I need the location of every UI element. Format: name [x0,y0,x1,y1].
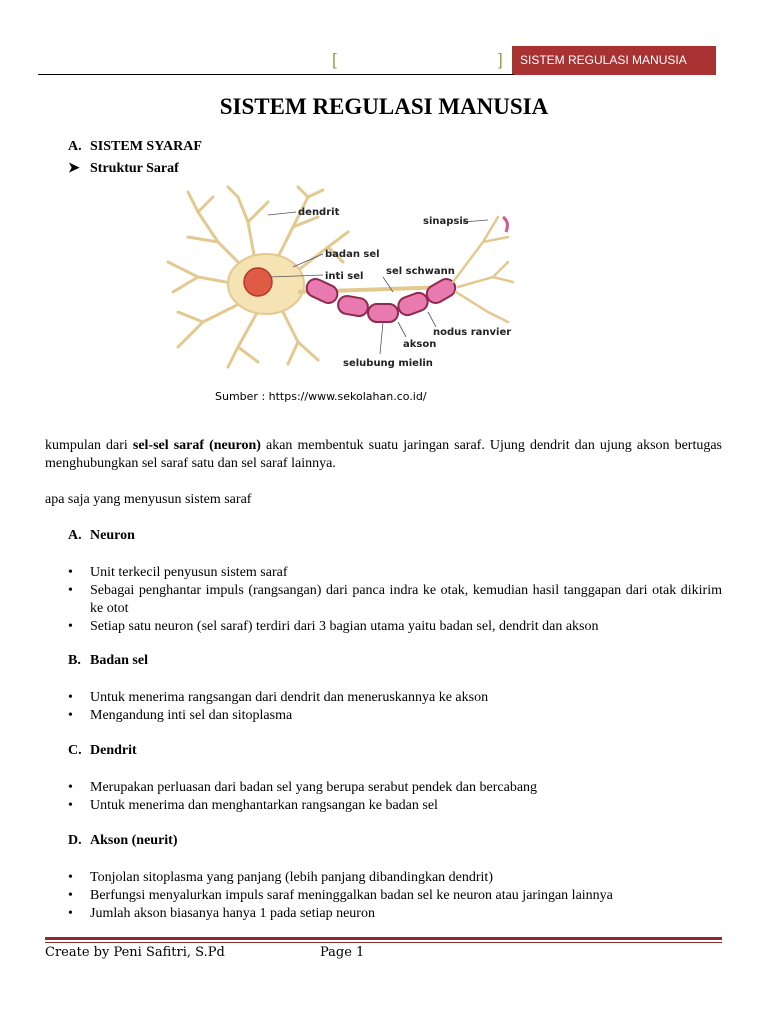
list-item: • Unit terkecil penyusun sistem saraf [68,564,722,582]
section-heading [68,139,202,155]
heading-dendrit: C. Dendrit [68,743,137,758]
heading-akson: D. Akson (neurit) [68,833,178,848]
label-nodus-ranvier: nodus ranvier [433,327,512,338]
footer-rule-thick [45,937,722,940]
page-title: SISTEM REGULASI MANUSIA [219,94,549,119]
label-dendrit: dendrit [298,207,340,218]
intro-paragraph: kumpulan dari sel-sel saraf (neuron) akan membentuk suatu jaringan saraf. Ujung dendrit dan ujung akson bertugas menghubungkan sel saraf satu dan sel saraf lainnya. [45,438,723,471]
footer-author: Create by Peni Safitri, S.Pd [45,945,225,960]
list-item: • Sebagai penghantar impuls (rangsangan) dari panca indra ke otak, kemudian hasil tanggapan dari otak dikirim ke otot [68,582,722,618]
heading-badan-sel: B. Badan sel [68,653,148,668]
question-paragraph: apa saja yang menyusun sistem saraf [45,492,252,507]
label-selubung-mielin: selubung mielin [343,358,433,369]
neuron-diagram [158,182,518,372]
list-item: • Untuk menerima dan menghantarkan rangsangan ke badan sel [68,797,722,815]
header-bracket-right: ] [498,50,503,69]
subsection-heading [68,160,179,177]
myelin-sheaths [304,276,459,322]
nucleus [244,268,272,296]
list-item: • Setiap satu neuron (sel saraf) terdiri dari 3 bagian utama yaitu badan sel, dendrit dan akson [68,618,722,636]
footer-rule-thin [45,942,722,943]
label-inti-sel: inti sel [325,271,364,282]
list-item: • Mengandung inti sel dan sitoplasma [68,707,722,725]
footer-page-number: Page 1 [320,945,365,960]
header-bracket-left: [ [332,50,337,69]
synapse-end [503,217,507,232]
axon-terminal-branches [453,217,513,322]
page-header [38,44,718,76]
header-rule [38,74,514,75]
intro-bold-term: sel-sel saraf (neuron) [132,438,261,453]
heading-neuron: A. Neuron [68,528,135,543]
subsection-title: Struktur Saraf [90,161,179,176]
list-item: • Untuk menerima rangsangan dari dendrit dan meneruskannya ke akson [68,689,722,707]
header-title-box: SISTEM REGULASI MANUSIA [512,46,716,75]
list-badan-sel [68,689,722,725]
label-sel-schwann: sel schwann [386,266,455,277]
list-akson [68,869,722,923]
list-dendrit [68,779,722,815]
list-item: • Berfungsi menyalurkan impuls saraf meninggalkan badan sel ke neuron atau jaringan lainnya [68,887,722,905]
label-sinapsis: sinapsis [423,216,469,227]
label-akson: akson [403,339,437,350]
label-badan-sel: badan sel [325,249,380,260]
arrow-bullet-icon: ➤ [68,161,80,176]
section-title: SISTEM SYARAF [90,139,202,154]
section-letter: A. [68,139,82,154]
list-item: • Merupakan perluasan dari badan sel yang berupa serabut pendek dan bercabang [68,779,722,797]
list-item: • Jumlah akson biasanya hanya 1 pada setiap neuron [68,905,722,923]
figure-caption: Sumber : https://www.sekolahan.co.id/ [215,390,427,403]
list-item: • Tonjolan sitoplasma yang panjang (lebih panjang dibandingkan dendrit) [68,869,722,887]
list-neuron [68,564,722,636]
